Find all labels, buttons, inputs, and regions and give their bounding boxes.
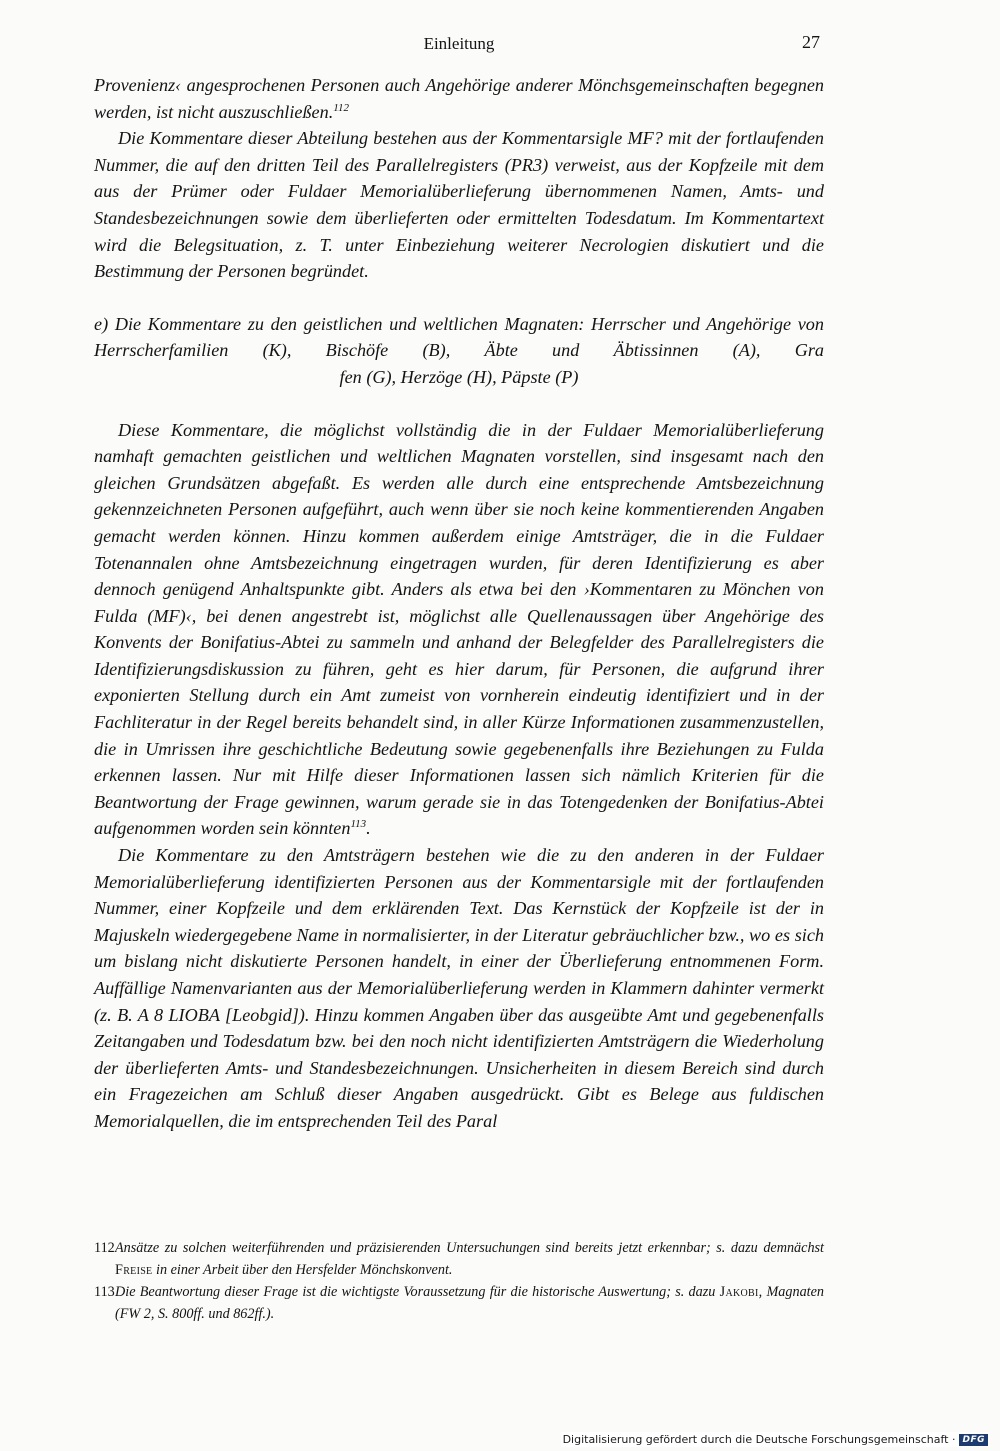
footnote-text: , Magnaten (FW 2, S. 800ff. und 862ff.). [115, 1284, 825, 1322]
paragraph-text: Provenienz‹ angesprochenen Personen auch Angehörige anderer Mönchsgemeinschaften begegnen werden, ist nicht auszuschließen. [94, 75, 824, 122]
digitization-credit [561, 1432, 990, 1447]
footnote [94, 1281, 824, 1325]
section-heading [94, 311, 824, 391]
footnote-number: 112 [94, 1240, 115, 1256]
footnote-ref: 113 [350, 818, 367, 831]
paragraph-text: Diese Kommentare, die möglichst vollständig die in der Fuldaer Memorialüberlieferung namhaft gemachten geistlichen und weltlichen Magnaten vorstellen, sind insgesamt nach den gleichen Grundsätzen abgefaßt. Es werden alle durch eine entsprechende Amtsbezeichnung gekennzeichneten Personen aufgeführt, auch wenn über sie noch keine kommentierenden Angaben gemacht werden können. Hinzu kommen außerdem einige Amtsträger, die in die Fuldaer Totenannalen ohne Amtsbezeichnung eingetragen wurden, für deren Identifizierung es aber dennoch genügend Anhaltspunkte gibt. Anders als etwa bei den ›Kommentaren zu Mönchen von Fulda (MF)‹, bei denen angestrebt ist, möglichst alle Quellenaussagen über Angehörige des Konvents der Bonifatius-Abtei zu sammeln und anhand der Belegfelder des Parallelregisters die Identifizierungsdiskussion zu führen, geht es hier darum, für Personen, die aufgrund ihrer exponierten Stellung durch ein Amt zumeist von vornherein eindeutig identifiziert und in der Fachliteratur in der Regel bereits behandelt sind, in aller Kürze Informationen zusammenzustellen, die in Umrissen ihre geschichtliche Bedeutung sowie gegebenenfalls ihre Beziehungen zu Fulda erkennen lassen. Nur mit Hilfe dieser Informationen lassen sich nämlich Kriterien für die Beantwortung der Frage gewinnen, warum gerade sie in das Totengedenken der Bonifatius-Abtei aufgenommen worden sein könnten [94, 419, 824, 839]
running-head-title: Einleitung [423, 34, 495, 53]
paragraph-continuation [94, 72, 824, 125]
footnote-text: Ansätze zu solchen weiterführenden und präzisierenden Untersuchungen sind bereits jetzt erkennbar; s. dazu demnächst [115, 1240, 824, 1256]
footnotes [94, 1237, 824, 1325]
section-heading-line: fen (G), Herzöge (H), Päpste (P) [339, 366, 579, 387]
section-spacer [94, 391, 824, 417]
footnote-text: in einer Arbeit über den Hersfelder Mönchskonvent. [152, 1262, 453, 1278]
section-heading-line: e) Die Kommentare zu den geistlichen und weltlichen Magnaten: Herrscher und Angehörige von Herrscherfamilien (K), Bischöfe (B), Äbte und Äbtissinnen (A), Gra [94, 313, 824, 361]
dfg-logo-icon: DFG [959, 1434, 988, 1446]
footnote-ref: 112 [333, 101, 349, 114]
footnote-number: 113 [94, 1284, 115, 1300]
section-spacer [94, 285, 824, 311]
body-text [94, 72, 824, 1135]
paragraph: Die Kommentare zu den Amtsträgern bestehen wie die zu den anderen in der Fuldaer Memorialüberlieferung identifizierten Personen aus der Kommentarsigle mit der fortlaufenden Nummer, einer Kopfzeile und dem erklärenden Text. Das Kernstück der Kopfzeile ist der in Majuskeln wiedergegebene Name in normalisierter, in der Literatur gebräuchlicher bzw., wo es sich um bislang nicht diskutierte Personen handelt, in einer der Überlieferung entnommenen Form. Auffällige Namenvarianten aus der Memorialüberlieferung werden in Klammern dahinter vermerkt (z. B. A 8 LIOBA [Leobgid]). Hinzu kommen Angaben über das ausgeübte Amt und gegebenenfalls Zeitangaben und Todesdatum bzw. bei den noch nicht identifizierten Amtsträgern die Wiederholung der überlieferten Amts- und Standesbezeichnungen. Unsicherheiten in diesem Bereich sind durch ein Fragezeichen am Schluß dieser Angaben ausgedrückt. Gibt es Belege aus fuldischen Memorialquellen, die im entsprechenden Teil des Paral [94, 845, 824, 1131]
author-name: Jakobi [719, 1284, 759, 1300]
page-number: 27 [802, 32, 820, 52]
paragraph [94, 417, 824, 843]
footnote [94, 1237, 824, 1281]
paragraph-end: . [366, 818, 371, 839]
author-name: Freise [115, 1262, 153, 1278]
running-head [94, 30, 824, 60]
footnote-text: Die Beantwortung dieser Frage ist die wichtigste Voraussetzung für die historische Auswertung; s. dazu [115, 1284, 720, 1300]
credit-text: Digitalisierung gefördert durch die Deutsche Forschungsgemeinschaft · [562, 1433, 956, 1446]
paragraph: Die Kommentare dieser Abteilung bestehen aus der Kommentarsigle MF? mit der fortlaufenden Nummer, die auf den dritten Teil des Parallelregisters (PR3) verweist, aus der Kopfzeile mit dem aus der Prümer oder Fuldaer Memorialüberlieferung übernommenen Namen, Amts- und Standesbezeichnungen sowie dem überlieferten oder ermittelten Todesdatum. Im Kommentartext wird die Belegsituation, z. T. unter Einbeziehung weiterer Necrologien diskutiert und die Bestimmung der Personen begründet. [94, 128, 824, 282]
